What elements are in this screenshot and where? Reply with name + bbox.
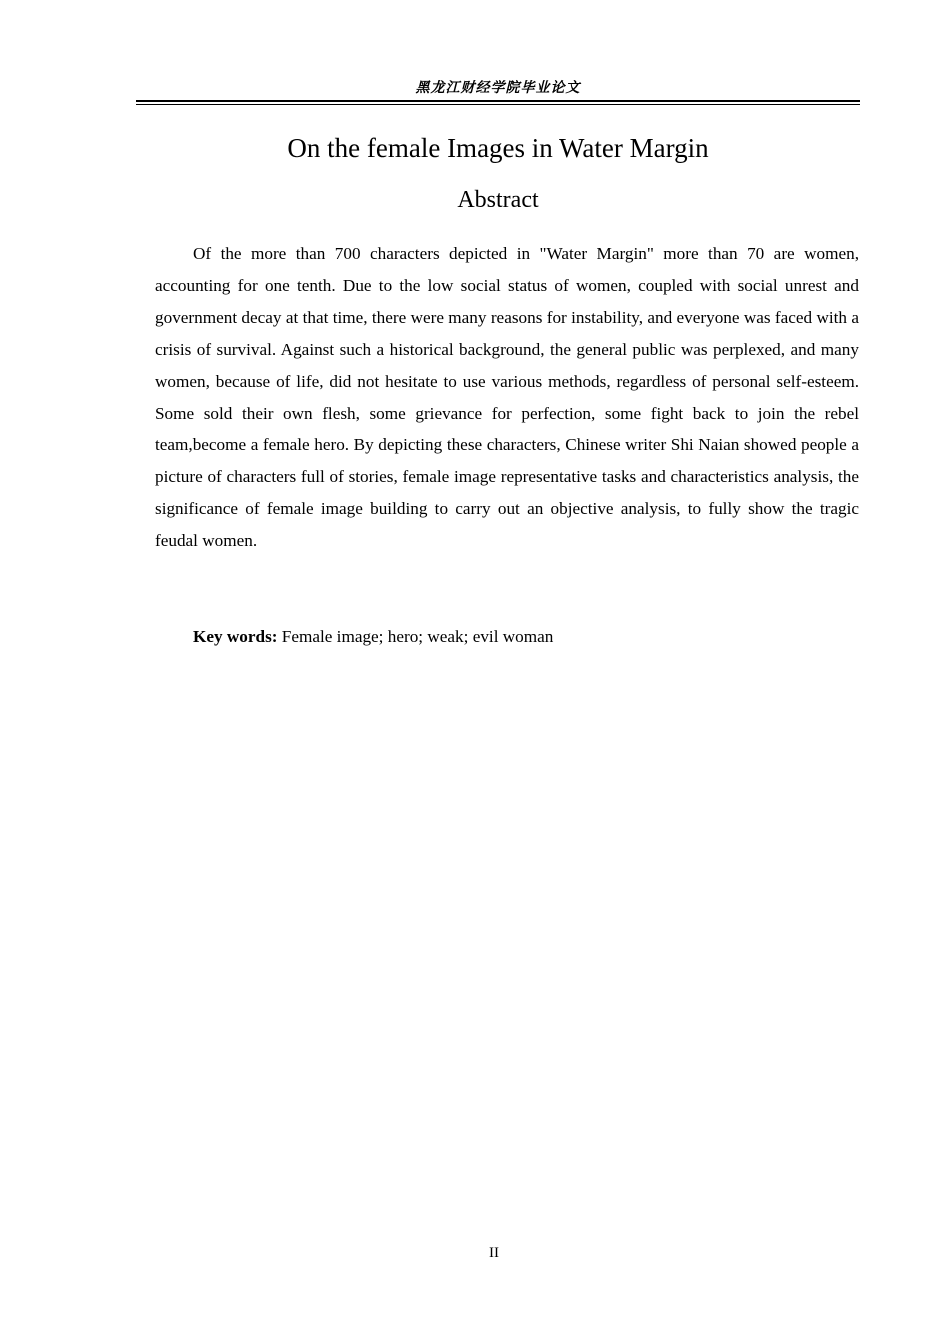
keywords-line bbox=[193, 622, 859, 652]
abstract-paragraph: Of the more than 700 characters depicted in "Water Margin" more than 70 are women, accounting for one tenth. Due to the low social status of women, coupled with social unrest and government decay at that time, there were many reasons for instability, and everyone was faced with a crisis of survival. Against such a historical background, the general public was perplexed, and many women, because of life, did not hesitate to use various methods, regardless of personal self-esteem. Some sold their own flesh, some grievance for perfection, some fight back to join the rebel team,become a female hero. By depicting these characters, Chinese writer Shi Naian showed people a picture of characters full of stories, female image representative tasks and characteristics analysis, the significance of female image building to carry out an objective analysis, to fully show the tragic feudal women. bbox=[155, 244, 859, 551]
header-rule-thin bbox=[136, 104, 860, 105]
page-number: II bbox=[489, 1245, 499, 1261]
header-rule-thick bbox=[136, 100, 860, 102]
document-title: On the female Images in Water Margin bbox=[287, 133, 709, 163]
keywords-text: Female image; hero; weak; evil woman bbox=[281, 627, 554, 646]
abstract-heading: Abstract bbox=[457, 187, 539, 213]
keywords-label: Key words: bbox=[193, 627, 278, 646]
running-header: 黑龙江财经学院毕业论文 bbox=[415, 80, 581, 96]
